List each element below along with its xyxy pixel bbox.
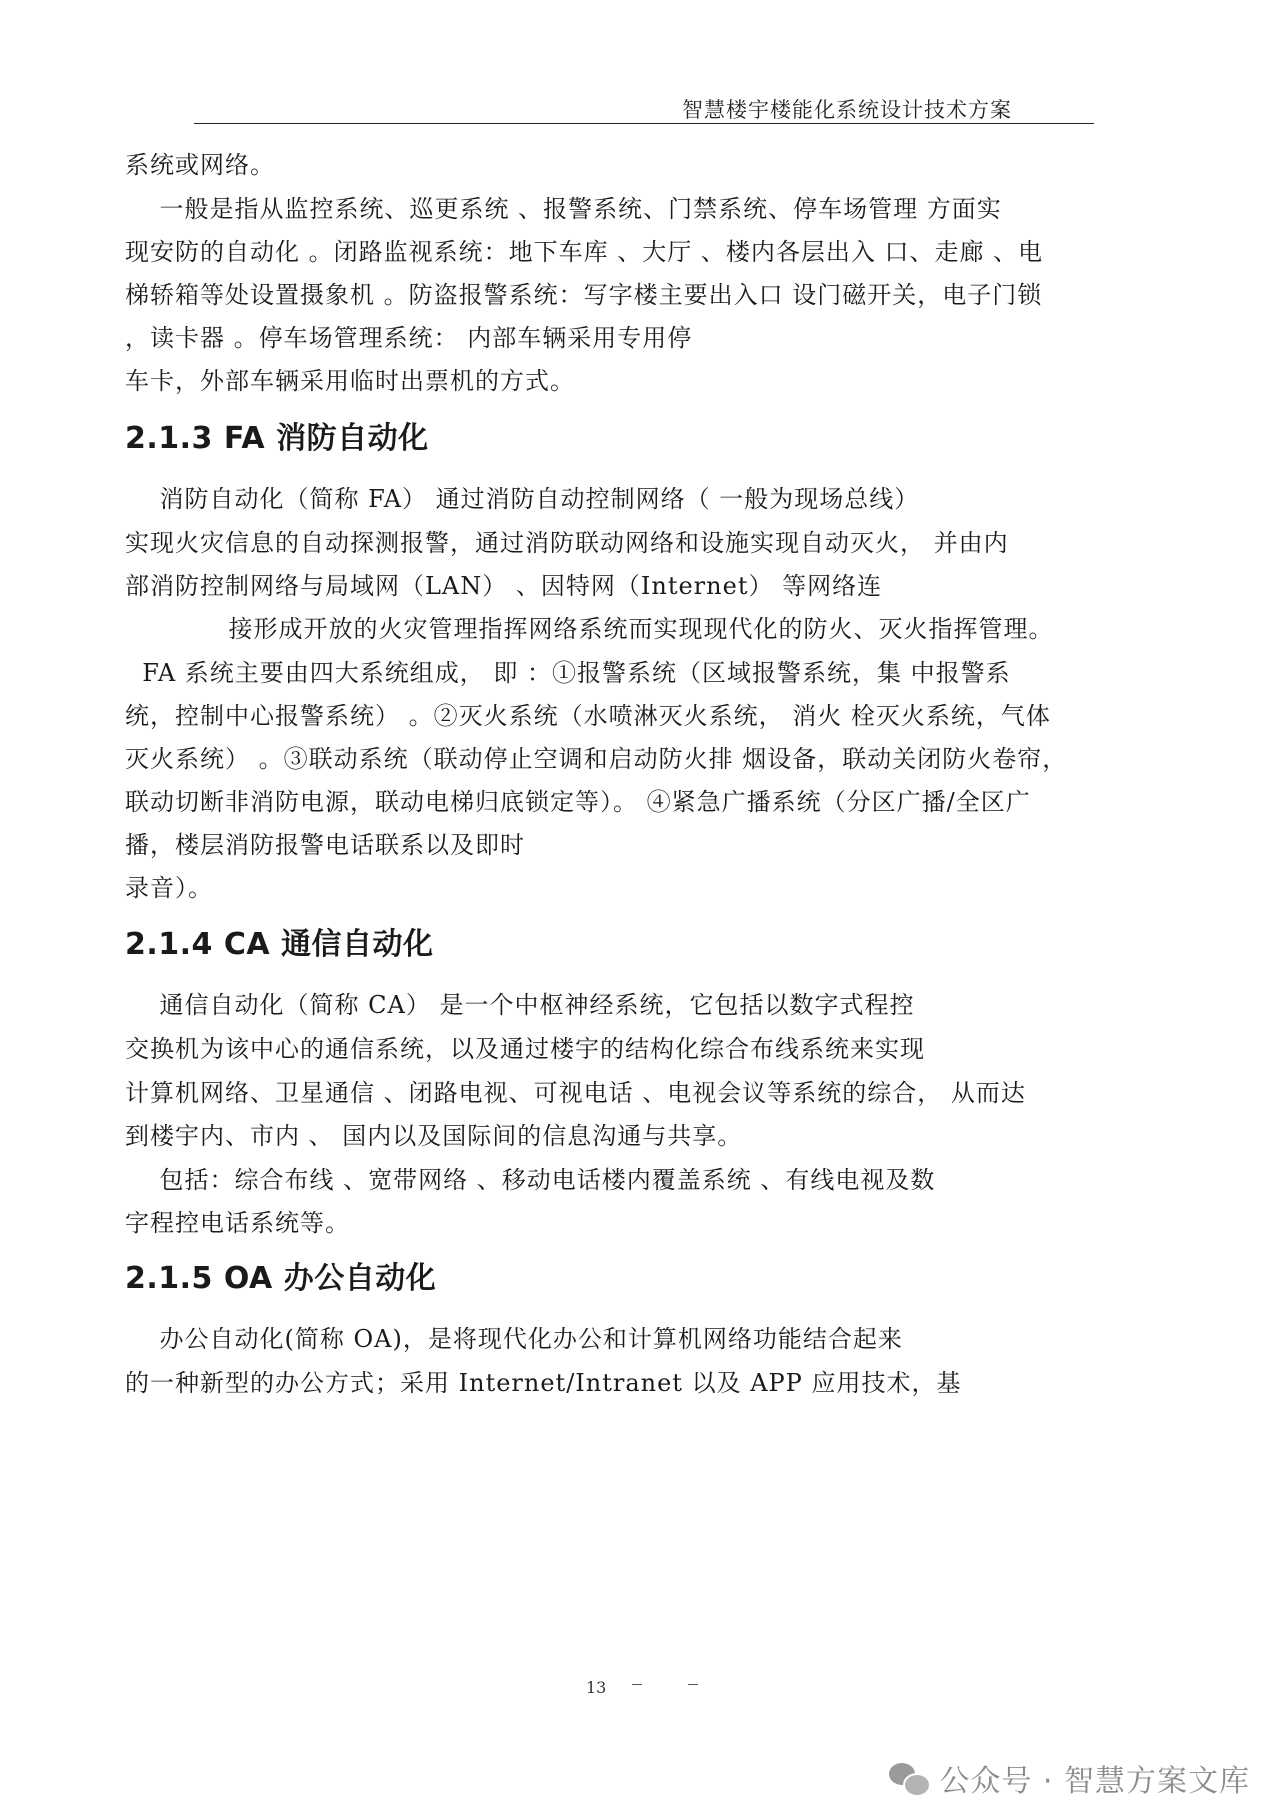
watermark-text: 公众号 · 智慧方案文库 <box>939 1764 1250 1799</box>
header-rule <box>194 123 1094 124</box>
paragraph-line: 系统或网络。 <box>125 151 275 179</box>
paragraph-line: 播，楼层消防报警电话联系以及即时 <box>125 831 525 859</box>
paragraph-line: 到楼宇内、市内 、 国内以及国际间的信息沟通与共享。 <box>125 1122 743 1150</box>
section-heading-2-1-5: 2.1.5 OA 办公自动化 <box>125 1261 437 1296</box>
paragraph-line: 接形成开放的火灾管理指挥网络系统而实现现代化的防火、灭火指挥管理。 <box>125 615 1054 643</box>
footer-dash <box>632 1684 642 1685</box>
wechat-icon <box>889 1761 929 1795</box>
section-heading-2-1-3: 2.1.3 FA 消防自动化 <box>125 421 429 456</box>
page-body <box>125 148 1145 1400</box>
paragraph-line: 交换机为该中心的通信系统，以及通过楼宇的结构化综合布线系统来实现 <box>125 1035 925 1063</box>
watermark <box>889 1756 1250 1800</box>
paragraph-line: 联动切断非消防电源，联动电梯归底锁定等）。 ④紧急广播系统（分区广播/全区广 <box>125 788 1031 816</box>
paragraph-line: 灭火系统） 。③联动系统（联动停止空调和启动防火排 烟设备，联动关闭防火卷帘， <box>125 745 1068 773</box>
paragraph-line: 通信自动化（简称 CA） 是一个中枢神经系统，它包括以数字式程控 <box>125 991 915 1019</box>
paragraph-line: 消防自动化（简称 FA） 通过消防自动控制网络（ 一般为现场总线） <box>125 485 920 513</box>
paragraph-line: 办公自动化(简称 OA)，是将现代化办公和计算机网络功能结合起来 <box>125 1325 903 1353</box>
paragraph-line: 实现火灾信息的自动探测报警，通过消防联动网络和设施实现自动灭火， 并由内 <box>125 529 1009 557</box>
page-number: 13 <box>586 1678 607 1697</box>
paragraph-line: 字程控电话系统等。 <box>125 1209 350 1237</box>
section-heading-2-1-4: 2.1.4 CA 通信自动化 <box>125 927 434 962</box>
paragraph-line: 计算机网络、卫星通信 、闭路电视、可视电话 、电视会议等系统的综合， 从而达 <box>125 1079 1026 1107</box>
paragraph-line: 包括：综合布线 、宽带网络 、移动电话楼内覆盖系统 、有线电视及数 <box>125 1166 936 1194</box>
running-header-title: 智慧楼宇楼能化系统设计技术方案 <box>682 98 1012 122</box>
paragraph-line: 统，控制中心报警系统） 。②灭火系统（水喷淋灭火系统， 消火 栓灭火系统，气体 <box>125 702 1051 730</box>
paragraph-line: 车卡，外部车辆采用临时出票机的方式。 <box>125 367 575 395</box>
paragraph-line: 的一种新型的办公方式；采用 Internet/Intranet 以及 APP 应用技术，基 <box>125 1369 962 1397</box>
paragraph-line: 部消防控制网络与局域网（LAN） 、因特网（Internet） 等网络连 <box>125 572 883 600</box>
paragraph-line: 现安防的自动化 。闭路监视系统：地下车库 、大厅 、楼内各层出入 口、走廊 、电 <box>125 238 1044 266</box>
paragraph-line: FA 系统主要由四大系统组成， 即 ：①报警系统（区域报警系统，集 中报警系 <box>125 659 1011 687</box>
paragraph-line: 梯轿箱等处设置摄象机 。防盗报警系统：写字楼主要出入口 设门磁开关，电子门锁 <box>125 281 1043 309</box>
paragraph-line: 录音）。 <box>125 874 213 902</box>
paragraph-line: ，读卡器 。停车场管理系统： 内部车辆采用专用停 <box>125 324 693 352</box>
footer-dash <box>688 1684 698 1685</box>
paragraph-line: 一般是指从监控系统、巡更系统 、报警系统、门禁系统、停车场管理 方面实 <box>125 195 1002 223</box>
